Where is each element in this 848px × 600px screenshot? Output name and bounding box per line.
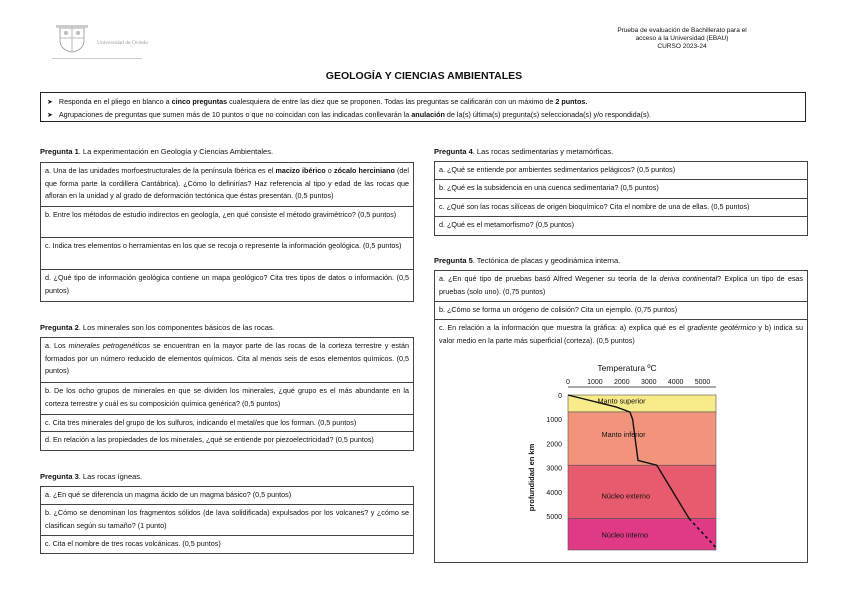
x-tick-label: 5000 [694,379,711,386]
question-5c: c. En relación a la información que muestra la gráfica: a) explica qué es el gradiente geotérmico y b) indica su valor medio en la parte más superficial (corteza). (0,5 puntos) [439,323,803,345]
y-tick-label: 4000 [546,489,562,497]
question-2d: d. En relación a las propiedades de los minerales, ¿qué se entiende por piezoelectricidad? (0,5 puntos) [45,435,374,444]
question-3b: b. ¿Cómo se denominan los fragmentos sólidos (de lava solidificada) expulsados por los volcanes? y ¿cómo se clasifican según su tamaño? (1 punto) [41,505,413,536]
question-1-title: Pregunta 1. La experimentación en Geología y Ciencias Ambientales. [40,147,274,156]
x-tick-label: 4000 [667,379,684,386]
chart-title: Temperatura ºC [597,363,657,373]
question-1-box [40,162,414,302]
y-tick-label: 1000 [546,417,562,425]
question-4a: a. ¿Qué se entiende por ambientes sedimentarios pelágicos? (0,5 puntos) [435,162,807,180]
question-1c: c. Indica tres elementos o herramientas en los que se recoja o represente la información geológica. (0,5 puntos) [41,238,413,270]
x-tick-label: 1000 [587,379,603,386]
y-tick-label: 5000 [546,514,562,522]
instruction-line [47,110,651,119]
question-2c: c. Cita tres minerales del grupo de los sulfuros, indicando el metal/es que los forman. (0,5 puntos) [41,415,413,432]
exam-header-line: Prueba de evaluación de Bachillerato para el [617,27,747,34]
layer-label: Manto inferior [601,429,646,439]
question-5a: a. ¿En qué tipo de pruebas basó Alfred Wegener su teoría de la deriva continental? Explica un tipo de esas pruebas (solo uno). (0,75 puntos) [435,271,807,302]
question-4-title: Pregunta 4. Las rocas sedimentarias y metamórficas. [434,147,614,156]
layer-label: Núcleo interno [601,530,648,540]
question-1b: b. Entre los métodos de estudio indirectos en geología, ¿en qué consiste el método gravimétrico? (0,5 puntos) [41,207,413,238]
question-5-title: Pregunta 5. Tectónica de placas y geodinámica interna. [434,256,621,265]
question-5b: b. ¿Cómo se forma un orógeno de colisión? Cita un ejemplo. (0,75 puntos) [435,302,807,320]
question-3c: c. Cita el nombre de tres rocas volcánicas. (0,5 puntos) [45,539,221,548]
arrow-bullet-icon: ➤ [47,111,53,119]
question-4c: c. ¿Qué son las rocas silíceas de origen bioquímico? Cita el nombre de una de ellas. (0,5 puntos) [435,199,807,217]
instruction-line [47,97,587,106]
x-tick-label: 3000 [640,379,657,386]
page-title: GEOLOGÍA Y CIENCIAS AMBIENTALES [325,70,523,82]
question-1d: d. ¿Qué tipo de información geológica contiene un mapa geológico? Cita tres tipos de datos o información. (0,5 puntos) [45,273,409,295]
question-3a: a. ¿En qué se diferencia un magma ácido de un magma básico? (0,5 puntos) [41,487,413,505]
question-4d: d. ¿Qué es el metamorfismo? (0,5 puntos) [439,220,575,229]
question-3-title: Pregunta 3. Las rocas ígneas. [40,472,143,481]
question-2-title: Pregunta 2. Los minerales son los componentes básicos de las rocas. [40,323,275,332]
exam-header-line: CURSO 2023-24 [657,43,707,50]
instruction-text: Agrupaciones de preguntas que sumen más de 10 puntos o que no coincidan con las indicadas conllevarán la anulación de la(s) última(s) pregunta(s) seleccionada(s) y/o respondida(s). [58,110,651,119]
y-tick-label: 0 [558,393,562,400]
instructions-box [40,92,806,122]
header-divider [52,58,142,59]
question-3-box [40,486,414,554]
question-2a: a. Los minerales petrogenéticos se encuentran en la mayor parte de las rocas de la corteza terrestre y están formados por un número reducido de elementos químicos. Cita al menos seis de esos elementos químicos. (0,5 puntos) [41,338,413,383]
question-1a: a. Una de las unidades morfoestructurales de la península Ibérica es el macizo ibérico o zócalo herciniano (del que forma parte la cordillera Cantábrica). ¿Cómo lo definirías? Haz referencia al tipo y edad de las rocas que afloran en la unidad y al grado de deformación tectónica que éstas presentan. (0,5 puntos) [41,163,413,207]
question-2-box [40,337,414,451]
question-4b: b. ¿Qué es la subsidencia en una cuenca sedimentaria? (0,5 puntos) [435,180,807,199]
university-name: Universidad de Oviedo [97,40,149,46]
instruction-text: Responda en el pliego en blanco a cinco preguntas cualesquiera de entre las diez que se proponen. Todas las preguntas se calificarán con un máximo de 2 puntos. [58,97,588,106]
x-tick-label: 0 [566,379,570,386]
y-axis-label: profundidad en km [527,443,536,512]
university-seal-icon [52,24,92,54]
question-2b: b. De los ocho grupos de minerales en que se dividen los minerales, ¿qué grupo es el más abundante en la corteza terrestre y cuál es su composición química genérica? (0,5 puntos) [41,383,413,415]
exam-header-line: acceso a la Universidad (EBAU) [635,35,729,42]
geothermal-chart [520,360,720,555]
exam-header [592,27,772,51]
layer-label: Núcleo externo [601,491,650,501]
geothermal-chart-svg [520,360,720,555]
layer-label: Manto superior [597,396,646,406]
x-tick-label: 2000 [614,379,630,386]
arrow-bullet-icon: ➤ [47,98,53,106]
question-4-box [434,161,808,236]
y-tick-label: 2000 [546,441,562,449]
y-tick-label: 3000 [546,465,562,473]
